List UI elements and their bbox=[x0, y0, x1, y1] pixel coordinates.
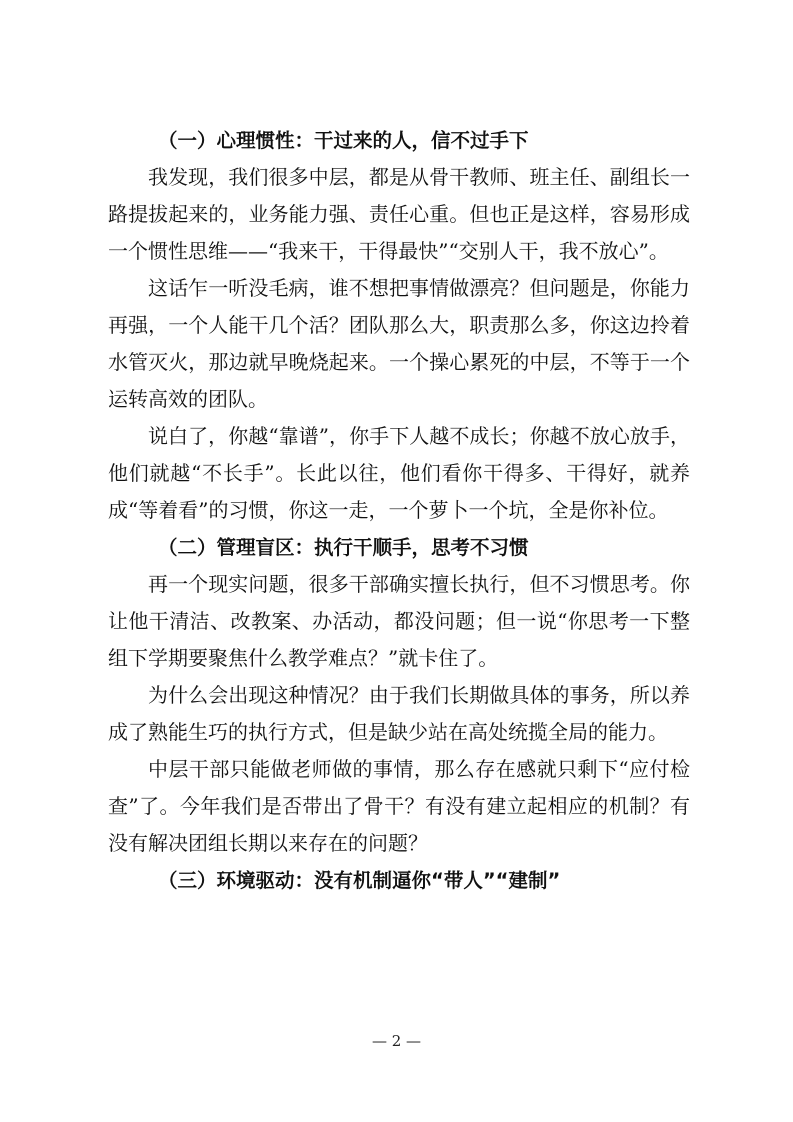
paragraph: 说白了，你越“靠谱”，你手下人越不成长；你越不放心放手，他们就越“不长手”。长此以往，他们看你干得多、干得好，就养成“等着看”的习惯，你这一走，一个萝卜一个坑，全是你补位。 bbox=[108, 424, 690, 522]
paragraph: 我发现，我们很多中层，都是从骨干教师、班主任、副组长一路提拔起来的，业务能力强、责任心重。但也正是这样，容易形成一个惯性思维——“我来干，干得最快”“交别人干，我不放心”。 bbox=[108, 165, 690, 263]
document-body bbox=[108, 122, 690, 899]
section-heading-1: （一）心理惯性：干过来的人，信不过手下 bbox=[158, 129, 529, 152]
paragraph: 中层干部只能做老师做的事情，那么存在感就只剩下“应付检查”了。今年我们是否带出了骨干？有没有建立起相应的机制？有没有解决团组长期以来存在的问题？ bbox=[108, 757, 690, 855]
section-heading-3: （三）环境驱动：没有机制逼你“带人”“建制” bbox=[158, 869, 561, 892]
paragraph: 再一个现实问题，很多干部确实擅长执行，但不习惯思考。你让他干清洁、改教案、办活动，都没问题；但一说“你思考一下整组下学期要聚焦什么教学难点？”就卡住了。 bbox=[108, 572, 690, 670]
page-number: — 2 — bbox=[371, 1032, 422, 1050]
paragraph: 为什么会出现这种情况？由于我们长期做具体的事务，所以养成了熟能生巧的执行方式，但是缺少站在高处统揽全局的能力。 bbox=[108, 683, 690, 744]
section-heading-2: （二）管理盲区：执行干顺手，思考不习惯 bbox=[158, 536, 529, 559]
paragraph: 这话乍一听没毛病，谁不想把事情做漂亮？但问题是，你能力再强，一个人能干几个活？团队那么大，职责那么多，你这边拎着水管灭火，那边就早晚烧起来。一个操心累死的中层，不等于一个运转高效的团队。 bbox=[108, 276, 690, 411]
